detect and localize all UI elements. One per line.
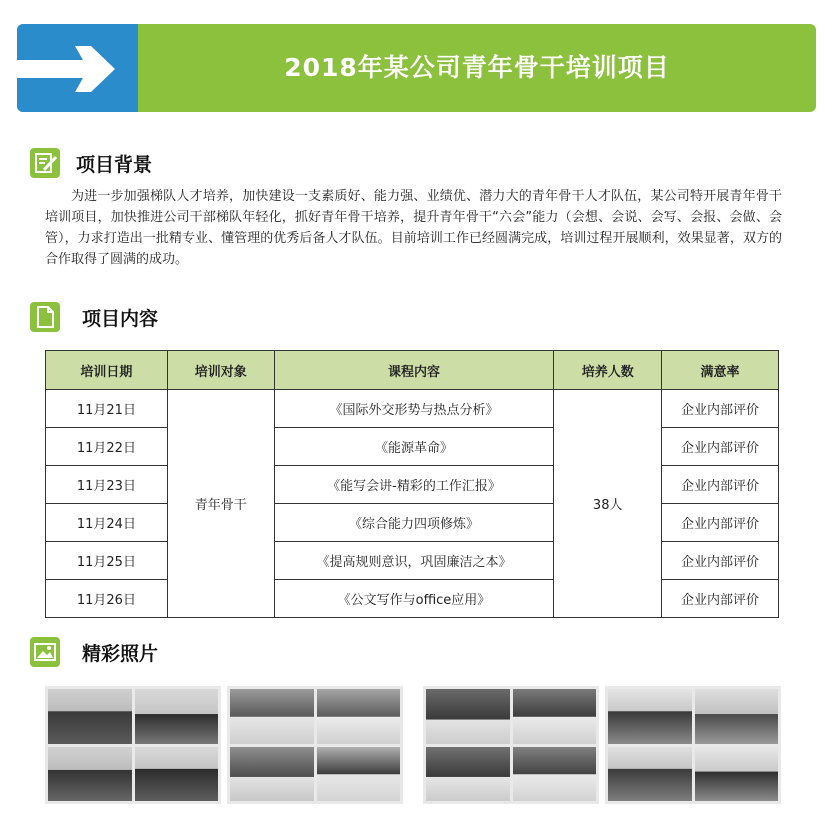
course-cell: 《提高规则意识，巩固廉洁之本》 (274, 542, 554, 580)
table-row (46, 542, 779, 580)
photo-group (45, 686, 221, 804)
course-cell: 《能源革命》 (274, 428, 554, 466)
table-row (46, 466, 779, 504)
table-row (46, 428, 779, 466)
column-header: 培训对象 (167, 351, 274, 390)
column-header: 培训日期 (46, 351, 168, 390)
section-title: 项目背景 (76, 153, 153, 176)
table-row (46, 390, 779, 428)
rating-cell: 企业内部评价 (662, 466, 779, 504)
training-photo (695, 689, 779, 744)
section-header-background (30, 148, 152, 178)
count-cell: 38人 (554, 390, 662, 618)
training-photo (317, 747, 401, 802)
rating-cell: 企业内部评价 (662, 504, 779, 542)
table-row (46, 504, 779, 542)
photo-group (605, 686, 781, 804)
table-header-row (46, 351, 779, 390)
training-photo (426, 689, 510, 744)
section-header-content (30, 302, 158, 332)
training-photo (230, 747, 314, 802)
date-cell: 11月24日 (46, 504, 168, 542)
date-cell: 11月21日 (46, 390, 168, 428)
document-icon (30, 302, 60, 332)
banner-arrow-block (17, 24, 138, 112)
rating-cell: 企业内部评价 (662, 580, 779, 618)
training-photo (513, 689, 597, 744)
column-header: 培养人数 (554, 351, 662, 390)
rating-cell: 企业内部评价 (662, 390, 779, 428)
date-cell: 11月25日 (46, 542, 168, 580)
table-row (46, 580, 779, 618)
training-photo (230, 689, 314, 744)
photo-group (423, 686, 599, 804)
date-cell: 11月26日 (46, 580, 168, 618)
column-header: 课程内容 (274, 351, 554, 390)
rating-cell: 企业内部评价 (662, 542, 779, 580)
image-icon (30, 637, 60, 667)
course-cell: 《综合能力四项修炼》 (274, 504, 554, 542)
column-header: 满意率 (662, 351, 779, 390)
right-arrow-icon (17, 24, 138, 112)
training-photo (48, 689, 132, 744)
course-cell: 《公文写作与office应用》 (274, 580, 554, 618)
training-photo (513, 747, 597, 802)
date-cell: 11月23日 (46, 466, 168, 504)
training-photo (48, 747, 132, 802)
course-cell: 《能写会讲-精彩的工作汇报》 (274, 466, 554, 504)
edit-document-icon (30, 148, 60, 178)
course-cell: 《国际外交形势与热点分析》 (274, 390, 554, 428)
banner-title: 2018年某公司青年骨干培训项目 (284, 53, 670, 82)
training-photo (608, 747, 692, 802)
photo-group (227, 686, 403, 804)
training-photo (608, 689, 692, 744)
section-header-photos (30, 637, 158, 667)
background-paragraph: 为进一步加强梯队人才培养，加快建设一支素质好、能力强、业绩优、潜力大的青年骨干人才队伍，某公司特开展青年骨干培训项目，加快推进公司干部梯队年轻化，抓好青年骨干培养，提升青年骨干“六会”能力（会想、会说、会写、会报、会做、会管），力求打造出一批精专业、懂管理的优秀后备人才队伍。目前培训工作已经圆满完成，培训过程开展顺利，效果显著，双方的合作取得了圆满的成功。 (45, 189, 782, 267)
training-photo (695, 747, 779, 802)
training-photo (426, 747, 510, 802)
training-table (45, 350, 779, 618)
section-title: 项目内容 (82, 307, 159, 330)
section-title: 精彩照片 (82, 642, 159, 665)
date-cell: 11月22日 (46, 428, 168, 466)
rating-cell: 企业内部评价 (662, 428, 779, 466)
training-photo (135, 747, 219, 802)
target-cell: 青年骨干 (167, 390, 274, 618)
title-banner (17, 24, 816, 112)
training-photo (317, 689, 401, 744)
training-photo (135, 689, 219, 744)
